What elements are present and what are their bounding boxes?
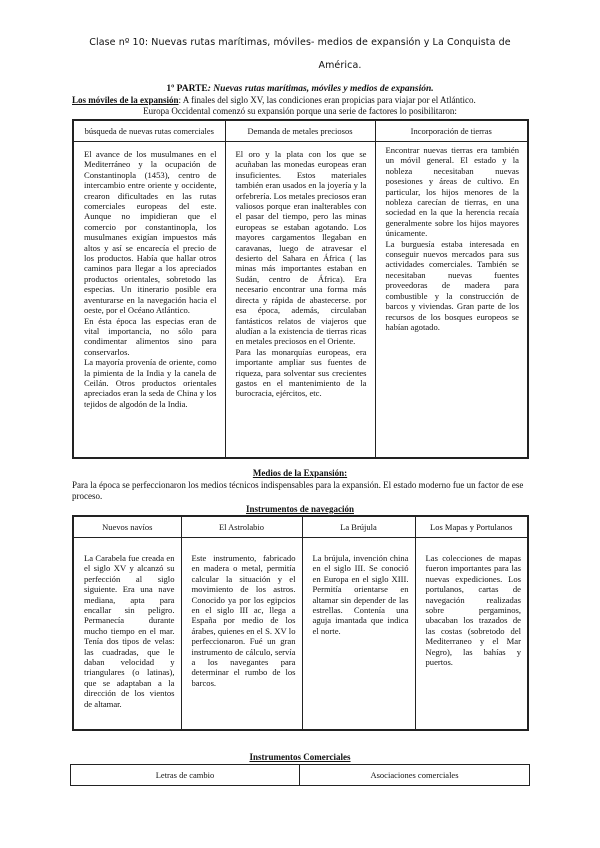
header-navios: Nuevos navíos bbox=[73, 516, 181, 538]
navegacion-subheading: Instrumentos de navegación bbox=[245, 504, 354, 514]
paragraph: El avance de los musulmanes en el Mediterráneo y la ocupación de Constantinopla (1453), centro de intercambio entre oriente y occidente, crearon dificultades en las rutas comerciales europeas del este. Aunque no impidieran que el comercio por constantinopla, los musulmanes exigían impuestos más altos y así se encarecía el precio de los productos. Había que hallar otros caminos para llegar a los apreciados productos orientales, sobretodo las especias. Un itinerario posible era aventurarse en la navegación hacia el oeste, por el Océano Atlántico. bbox=[84, 149, 217, 316]
header-metales: Demanda de metales preciosos bbox=[225, 120, 375, 142]
cell-nuevas-rutas bbox=[73, 142, 225, 458]
part1-heading bbox=[0, 84, 600, 94]
cell-navios: La Carabela fue creada en el siglo XV y alcanzó su perfección al siglo siguiente. Era una nave mediana, apta para encallar sin peligro. Permanecía durante mucho tiempo en el mar. Tenía dos tipos de velas: las cuadradas, que le daban velocidad y triangulares (o latinas), que se adaptaban a la dirección de los vientos de altamar. bbox=[73, 538, 181, 731]
moviles-table-body bbox=[73, 142, 528, 458]
cell-brujula: La brújula, invención china en el siglo III. Se conoció en Europa en el siglo XIII. Permitía orientarse en altamar sin depender de las estrellas. Contenía una aguja imantada que indica el norte. bbox=[302, 538, 415, 731]
comerciales-heading: Instrumentos Comerciales bbox=[249, 752, 351, 762]
header-mapas: Los Mapas y Portulanos bbox=[415, 516, 528, 538]
paragraph: La mayoría provenía de oriente, como la pimienta de la India y la canela de Ceilán. Otros productos orientales apreciados eran la seda de China y los tejidos de algodón de la India. bbox=[84, 357, 217, 409]
header-asociaciones: Asociaciones comerciales bbox=[300, 765, 530, 786]
header-nuevas-rutas: búsqueda de nuevas rutas comerciales bbox=[73, 120, 225, 142]
paragraph: La burguesía estaba interesada en conseguir nuevos mercados para sus actividades comerciales. También se necesitaban nuevas fuentes proveedoras de madera para combustible y la construcción de barcos y viviendas. Gran parte de los recursos de los bosques europeos se habían agotado. bbox=[385, 238, 519, 332]
page-title-line1: Clase nº 10: Nuevas rutas marítimas, móviles- medios de expansión y La Conquista de bbox=[89, 37, 511, 48]
medios-text: Para la época se perfeccionaron los medios técnicos indispensables para la expansión. El estado moderno fue un factor de ese proceso. bbox=[72, 480, 524, 501]
navegacion-table-header bbox=[73, 516, 528, 538]
intro-label: Los móviles de la expansión bbox=[72, 95, 179, 105]
header-letras: Letras de cambio bbox=[71, 765, 300, 786]
intro-paragraph bbox=[72, 95, 542, 106]
paragraph: Encontrar nuevas tierras era también un móvil general. El estado y la nobleza necesitaban nuevas posesiones y áreas de cultivo. En particular, los hijos menores de la nobleza carecían de tierras, en una sociedad en la que la herencia recaía generalmente sobre los hijos mayores únicamente. bbox=[385, 145, 519, 239]
navegacion-table bbox=[72, 515, 529, 731]
header-brujula: La Brújula bbox=[302, 516, 415, 538]
intro-text: : A finales del siglo XV, las condiciones eran propicias para viajar por el Atlántico. bbox=[178, 95, 476, 105]
cell-mapas: Las colecciones de mapas fueron importantes para las nuevas expediciones. Los portulanos, cartas de navegación realizadas sobre pergaminos, ubacaban los trazados de las costas (sobretodo del Mediterraneo y el Mar Negro), las bahías y puertos. bbox=[415, 538, 528, 731]
intro-text-2: Europa Occidental comenzó su expansión porque una serie de factores lo posibilitaron: bbox=[143, 106, 457, 116]
header-astrolabio: El Astrolabio bbox=[181, 516, 302, 538]
paragraph: Para las monarquías europeas, era importante ampliar sus fuentes de riqueza, para solventar sus crecientes gastos en el mantenimiento de la burocracia, ejércitos, etc. bbox=[235, 346, 367, 399]
navegacion-table-body bbox=[73, 538, 528, 731]
part1-heading-prefix: 1º PARTE bbox=[166, 84, 208, 94]
cell-metales bbox=[225, 142, 375, 458]
paragraph: El oro y la plata con los que se acuñaban las monedas europeas eran insuficientes. Estos materiales también eran usados en la joyería y la orfebrería. Los metales preciosos eran valiosos porque eran inalterables con el pasar del tiempo, pero las minas europeas se estaban agotando. Los mayores cargamentos llegaban en caravanas, luego de atravesar el desierto del Sahara en África ( las minas más importantes estaban en Sudán, centro de África). Era necesario encontrar una forma más directa y rápida de abastecerse. por esa época, además, circulaban fantásticos relatos de viajeros que aludían a la existencia de tierras ricas en metales preciosos en el Oriente. bbox=[235, 149, 367, 347]
paragraph: En ésta época las especias eran de vital importancia, no sólo para condimentar alimentos sino para conservarlos. bbox=[84, 315, 217, 357]
cell-astrolabio: Este instrumento, fabricado en madera o metal, permitía calcular la situación y el movimiento de los astros. Conocido ya por los egipcios en el siglo III ac, llega a España por medio de los árabes, quienes en el S. XV lo perfeccionaron. Fué un gran instrumento de cálculo, servía a los navegantes para determinar el rumbo de los barcos. bbox=[181, 538, 302, 731]
comerciales-table-header bbox=[71, 765, 530, 786]
moviles-table-header bbox=[73, 120, 528, 142]
part1-heading-rest: : Nuevas rutas marítimas, móviles y medios de expansión. bbox=[207, 84, 434, 94]
comerciales-table bbox=[70, 764, 530, 786]
header-tierras: Incorporación de tierras bbox=[375, 120, 528, 142]
page-title-line2: América. bbox=[318, 60, 362, 71]
cell-tierras bbox=[375, 142, 528, 458]
moviles-table bbox=[72, 119, 529, 459]
medios-heading: Medios de la Expansión: bbox=[252, 468, 348, 478]
